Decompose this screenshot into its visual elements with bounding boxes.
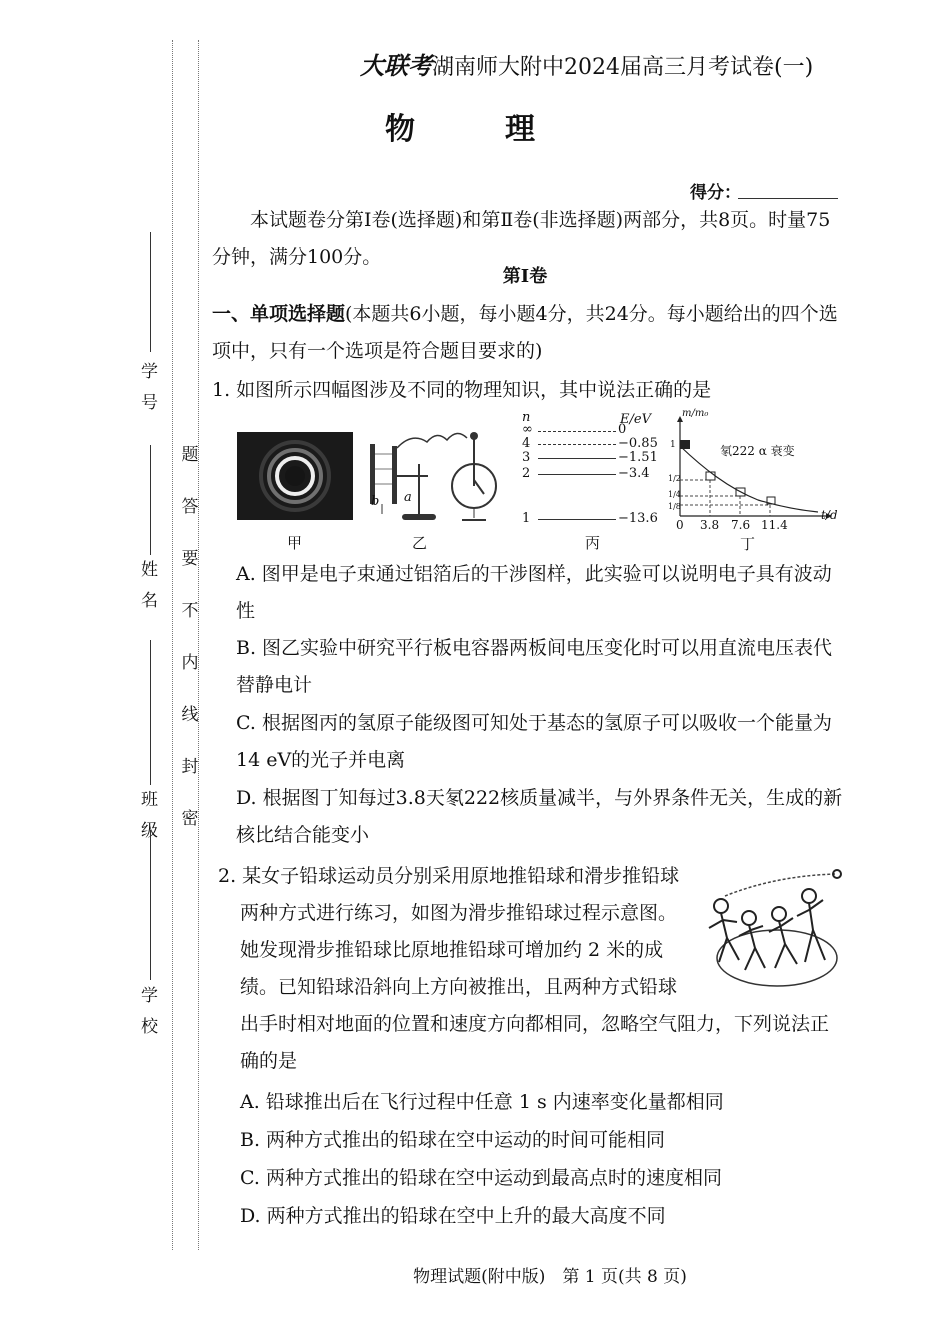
ding-xtick-1: 3.8 xyxy=(700,518,720,532)
field-class: 班级 xyxy=(137,790,157,852)
level-e-1: −13.6 xyxy=(618,511,658,526)
caption-ding: 丁 xyxy=(740,535,756,553)
ding-xtick-0: 0 xyxy=(676,518,684,532)
seal-warning: 题 答 要 不 内 线 封 密 xyxy=(181,445,199,829)
q1-stem: 1. 如图所示四幅图涉及不同的物理知识，其中说法正确的是 xyxy=(212,379,712,401)
fig-jia-diffraction-image xyxy=(237,432,353,520)
q1-option-b[interactable]: B. 图乙实验中研究平行板电容器两板间电压变化时可以用直流电压表代替静电计 xyxy=(236,637,833,696)
caption-jia: 甲 xyxy=(287,534,303,552)
q2-stem-line-5: 出手时相对地面的位置和速度方向都相同，忽略空气阻力，下列说法正 xyxy=(240,1013,830,1035)
fig-yi-label-b: b xyxy=(371,494,380,509)
level-n-4: 4 xyxy=(522,436,531,451)
intro-paragraph: 本试题卷分第Ⅰ卷(选择题)和第Ⅱ卷(非选择题)两部分，共8页。时量75分钟，满分100分。 xyxy=(212,209,831,268)
score-label: 得分： xyxy=(690,183,741,203)
field-line-student-id[interactable] xyxy=(150,232,151,352)
level-n-inf: ∞ xyxy=(522,422,533,437)
q2-stem-line-2: 两种方式进行练习，如图为滑步推铅球过程示意图。 xyxy=(240,902,678,924)
q2-option-c[interactable]: C. 两种方式推出的铅球在空中运动到最高点时的速度相同 xyxy=(240,1167,722,1189)
fig-yi-label-a: a xyxy=(404,490,412,505)
q2-stem-line-6: 确的是 xyxy=(240,1050,298,1072)
exam-header xyxy=(360,46,813,81)
diffraction-rings xyxy=(237,432,353,520)
q2-stem-line-4: 绩。已知铅球沿斜向上方向被推出，且两种方式铅球 xyxy=(240,976,678,998)
level-n-2: 2 xyxy=(522,466,531,481)
ding-note: 氡222 α 衰变 xyxy=(720,444,795,458)
level-e-4: −0.85 xyxy=(618,436,658,451)
q2-stem-line-3: 她发现滑步推铅球比原地推铅球可增加约 2 米的成 xyxy=(240,939,664,961)
level-line-2 xyxy=(538,474,616,475)
ding-ytick-0: 1 xyxy=(670,440,676,450)
field-name: 姓名 xyxy=(137,560,157,622)
ding-ytick-2: 1/4 xyxy=(668,490,681,499)
section-title: 一、单项选择题 xyxy=(212,303,346,325)
level-n-1: 1 xyxy=(522,511,531,526)
page-footer: 物理试题(附中版) 第 1 页(共 8 页) xyxy=(413,1267,687,1287)
field-line-class[interactable] xyxy=(150,640,151,785)
energy-e-label: E/eV xyxy=(620,412,651,427)
field-line-name[interactable] xyxy=(150,445,151,555)
ding-ytick-3: 1/8 xyxy=(668,502,681,511)
q2-option-b[interactable]: B. 两种方式推出的铅球在空中运动的时间可能相同 xyxy=(240,1129,666,1151)
level-line-4 xyxy=(538,444,616,445)
level-e-2: −3.4 xyxy=(618,466,650,481)
shot-put-figure xyxy=(705,866,845,996)
ding-y-label: m/m₀ xyxy=(682,408,709,419)
page-title: 物 理 xyxy=(385,112,565,147)
caption-yi: 乙 xyxy=(412,534,428,552)
level-line-inf xyxy=(538,431,616,432)
field-student-id: 学号 xyxy=(137,362,157,424)
section-desc: (本题共6小题，每小题4分，共24分。每小题给出的四个选项中，只有一个选项是符合题目要求的) xyxy=(212,303,838,362)
header-org: 大联考 xyxy=(360,51,432,80)
section-heading xyxy=(212,296,844,370)
q1-option-d[interactable]: D. 根据图丁知每过3.8天氡222核质量减半，与外界条件无关，生成的新核比结合能变小 xyxy=(236,787,843,846)
ding-x-label: t/d xyxy=(821,508,838,522)
level-e-inf: 0 xyxy=(618,422,627,437)
caption-bing: 丙 xyxy=(585,534,601,552)
level-n-3: 3 xyxy=(522,450,531,465)
volume-heading: 第Ⅰ卷 xyxy=(502,266,548,287)
level-line-3 xyxy=(538,458,616,459)
binding-line-outer xyxy=(172,40,173,1250)
q2-stem-line-1: 2. 某女子铅球运动员分别采用原地推铅球和滑步推铅球 xyxy=(218,865,680,887)
fig-ding-decay-chart xyxy=(668,408,843,533)
score-field[interactable] xyxy=(738,198,838,199)
field-school: 学校 xyxy=(137,986,157,1048)
ding-ytick-1: 1/2 xyxy=(668,474,681,483)
ding-xtick-3: 11.4 xyxy=(761,518,788,532)
level-e-3: −1.51 xyxy=(618,450,658,465)
q1-option-c[interactable]: C. 根据图丙的氢原子能级图可知处于基态的氢原子可以吸收一个能量为14 eV的光子并电离 xyxy=(236,712,832,771)
level-line-1 xyxy=(538,519,616,520)
header-rest: 湖南师大附中2024届高三月考试卷(一) xyxy=(432,55,814,80)
q1-option-a[interactable]: A. 图甲是电子束通过铝箔后的干涉图样，此实验可以说明电子具有波动性 xyxy=(236,563,832,622)
fig-yi-electroscope xyxy=(362,424,510,524)
energy-n-label: n xyxy=(522,410,531,425)
q2-option-a[interactable]: A. 铅球推出后在飞行过程中任意 1 s 内速率变化量都相同 xyxy=(240,1091,724,1113)
ding-xtick-2: 7.6 xyxy=(731,518,751,532)
fig-bing-energy-levels xyxy=(520,410,660,530)
q2-option-d[interactable]: D. 两种方式推出的铅球在空中上升的最大高度不同 xyxy=(240,1205,666,1227)
field-line-school[interactable] xyxy=(150,830,151,980)
decay-curve-svg xyxy=(668,408,843,533)
